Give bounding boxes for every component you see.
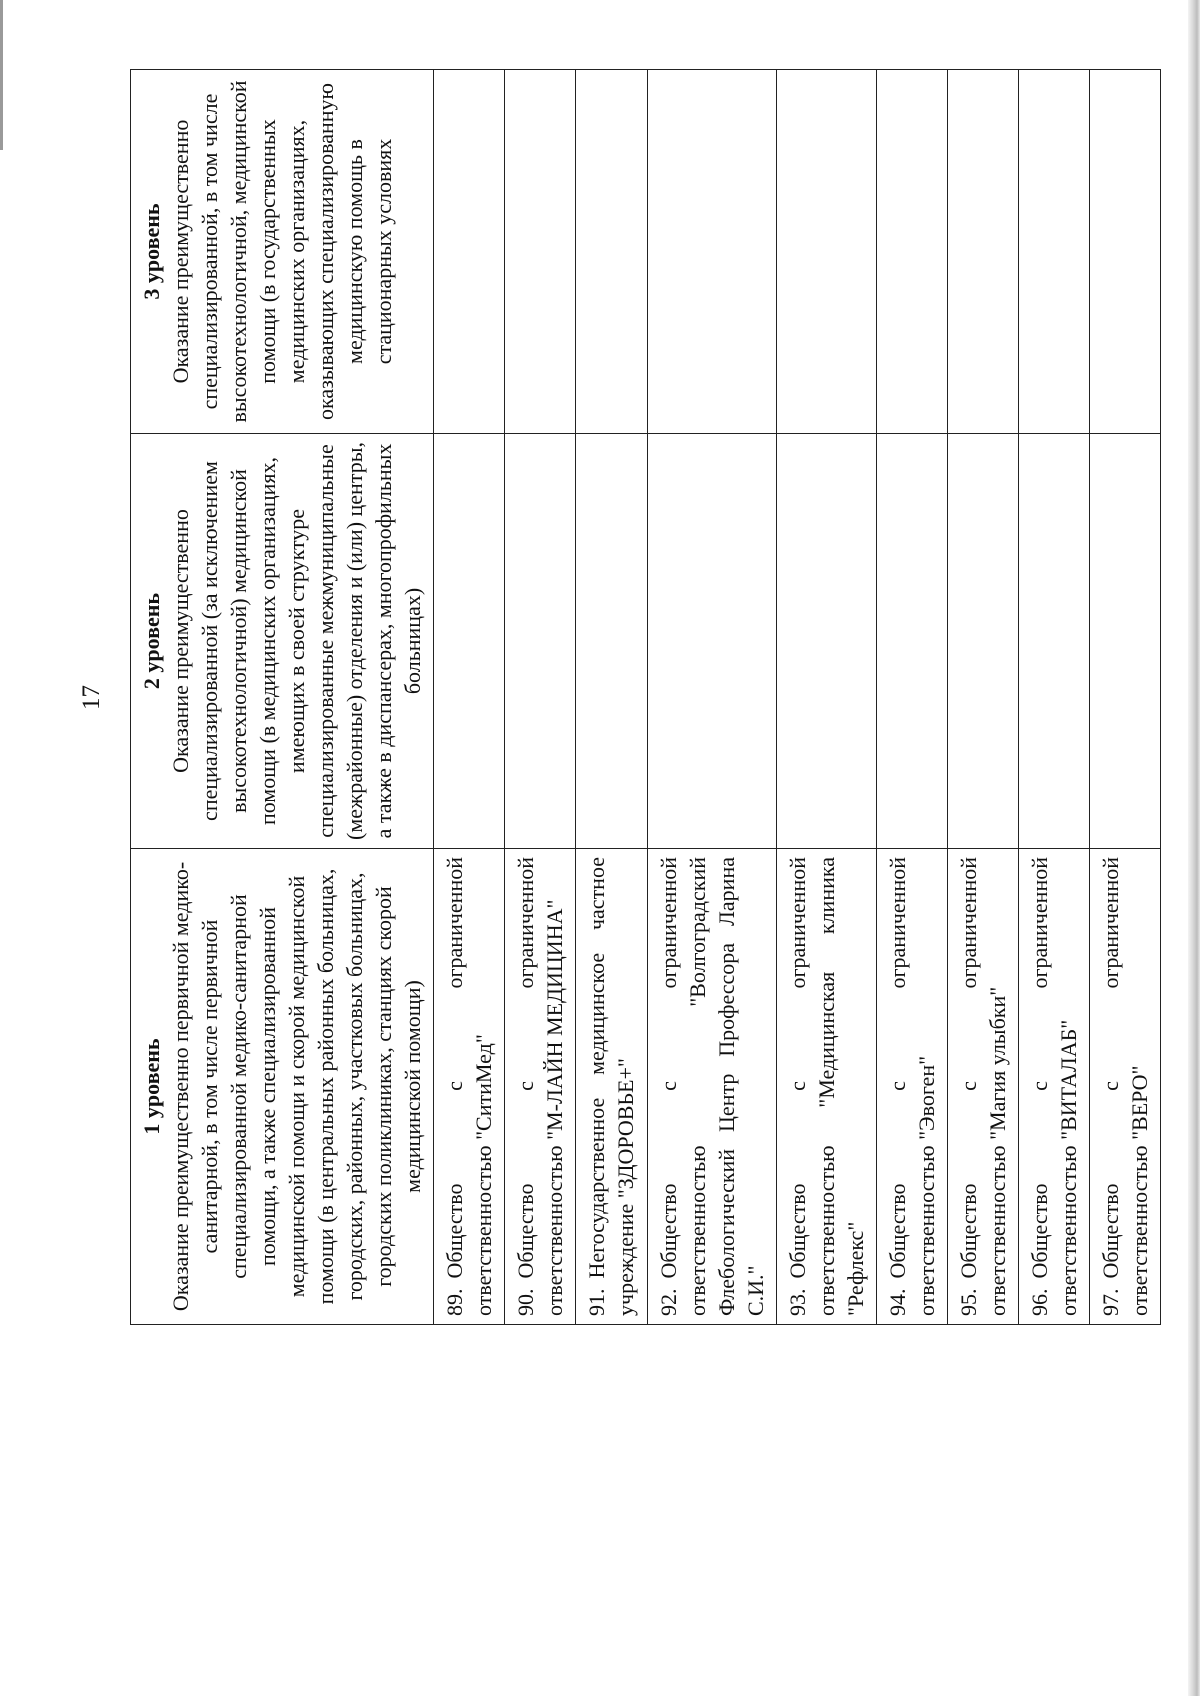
organization-name: Общество с ограниченной ответственностью "Волгоградский Флебологический Центр Профессора Ларина С.И." (655, 857, 768, 1316)
row-90-level-3 (505, 70, 576, 434)
organization-name: Общество с ограниченной ответственностью "Магия улыбки" (955, 857, 1010, 1316)
row-95-level-2 (947, 434, 1018, 849)
organization-name: Общество с ограниченной ответственностью "ВЕРО" (1097, 857, 1152, 1316)
row-92-level-2 (647, 434, 776, 849)
row-95-level-3 (947, 70, 1018, 434)
row-94-level-1 (876, 849, 947, 1325)
row-92-level-3 (647, 70, 776, 434)
row-number: 96. (1026, 1288, 1052, 1316)
organization-name: Общество с ограниченной ответственностью "Медицинская клиника "Рефлекс" (784, 857, 868, 1316)
table-row (576, 70, 647, 1325)
level-3-title: 3 уровень (139, 203, 164, 300)
row-number: 89. (442, 1288, 468, 1316)
row-number: 95. (955, 1288, 981, 1316)
row-95-level-1 (947, 849, 1018, 1325)
organization-name: Общество с ограниченной ответственностью "М-ЛАЙН МЕДИЦИНА" (513, 857, 568, 1316)
row-90-level-2 (505, 434, 576, 849)
level-2-description: Оказание преимущественно специализированной (за исключением высокотехнологичной) медицинской помощи (в медицинских организациях, имеющих в своей структуре специализированные межмуниципальные (межрайонные) отделения и (или) центры, а также в диспансерах, многопрофильных больницах) (168, 442, 426, 840)
row-96-level-3 (1018, 70, 1089, 434)
table-row (434, 70, 505, 1325)
table-row (647, 70, 776, 1325)
row-97-level-1 (1089, 849, 1160, 1325)
header-level-1 (131, 849, 434, 1325)
row-91-level-2 (576, 434, 647, 849)
table-row (947, 70, 1018, 1325)
row-89-level-2 (434, 434, 505, 849)
table-row (776, 70, 876, 1325)
header-level-3 (131, 70, 434, 434)
scan-edge-right (1188, 0, 1200, 1696)
organization-name: Негосударственное медицинское частное учреждение "ЗДОРОВЬЕ+" (584, 857, 639, 1316)
scan-edge-left (0, 0, 3, 150)
row-90-level-1 (505, 849, 576, 1325)
row-89-level-3 (434, 70, 505, 434)
row-93-level-2 (776, 434, 876, 849)
organization-name: Общество с ограниченной ответственностью "Эвоген" (884, 857, 939, 1316)
row-number: 91. (584, 1288, 610, 1316)
row-96-level-2 (1018, 434, 1089, 849)
table-row (505, 70, 576, 1325)
row-96-level-1 (1018, 849, 1089, 1325)
row-94-level-2 (876, 434, 947, 849)
row-97-level-2 (1089, 434, 1160, 849)
level-3-description: Оказание преимущественно специализированной, в том числе высокотехнологичной, медицинской помощи (в государственных медицинских организациях, оказывающих специализированную медицинскую помощь в стационарных условиях (168, 80, 397, 423)
page-number: 17 (78, 685, 105, 710)
row-number: 97. (1097, 1288, 1123, 1316)
row-91-level-3 (576, 70, 647, 434)
level-1-title: 1 уровень (139, 1038, 164, 1135)
rotated-document-page (78, 70, 1152, 1325)
header-level-2 (131, 434, 434, 849)
row-91-level-1 (576, 849, 647, 1325)
level-1-description: Оказание преимущественно первичной медико-санитарной, в том числе первичной специализированной медико-санитарной помощи, а также специализированной медицинской помощи и скорой медицинской помощи (в центральных районных больницах, городских, районных, участковых больницах, городских поликлиниках, станциях скорой медицинской помощи) (168, 861, 426, 1312)
row-93-level-1 (776, 849, 876, 1325)
table-row (876, 70, 947, 1325)
level-2-title: 2 уровень (139, 592, 164, 690)
organization-name: Общество с ограниченной ответственностью "ВИТАЛАБ" (1026, 857, 1081, 1316)
table-row (1018, 70, 1089, 1325)
row-92-level-1 (647, 849, 776, 1325)
row-89-level-1 (434, 849, 505, 1325)
row-number: 93. (784, 1288, 810, 1316)
row-number: 94. (884, 1288, 910, 1316)
medical-organizations-table (130, 69, 1161, 1325)
table-row (1089, 70, 1160, 1325)
row-97-level-3 (1089, 70, 1160, 434)
organization-name: Общество с ограниченной ответственностью "СитиМед" (442, 857, 497, 1316)
row-93-level-3 (776, 70, 876, 434)
row-number: 90. (513, 1288, 539, 1316)
table-header-row (131, 70, 434, 1325)
row-94-level-3 (876, 70, 947, 434)
row-number: 92. (655, 1288, 681, 1316)
